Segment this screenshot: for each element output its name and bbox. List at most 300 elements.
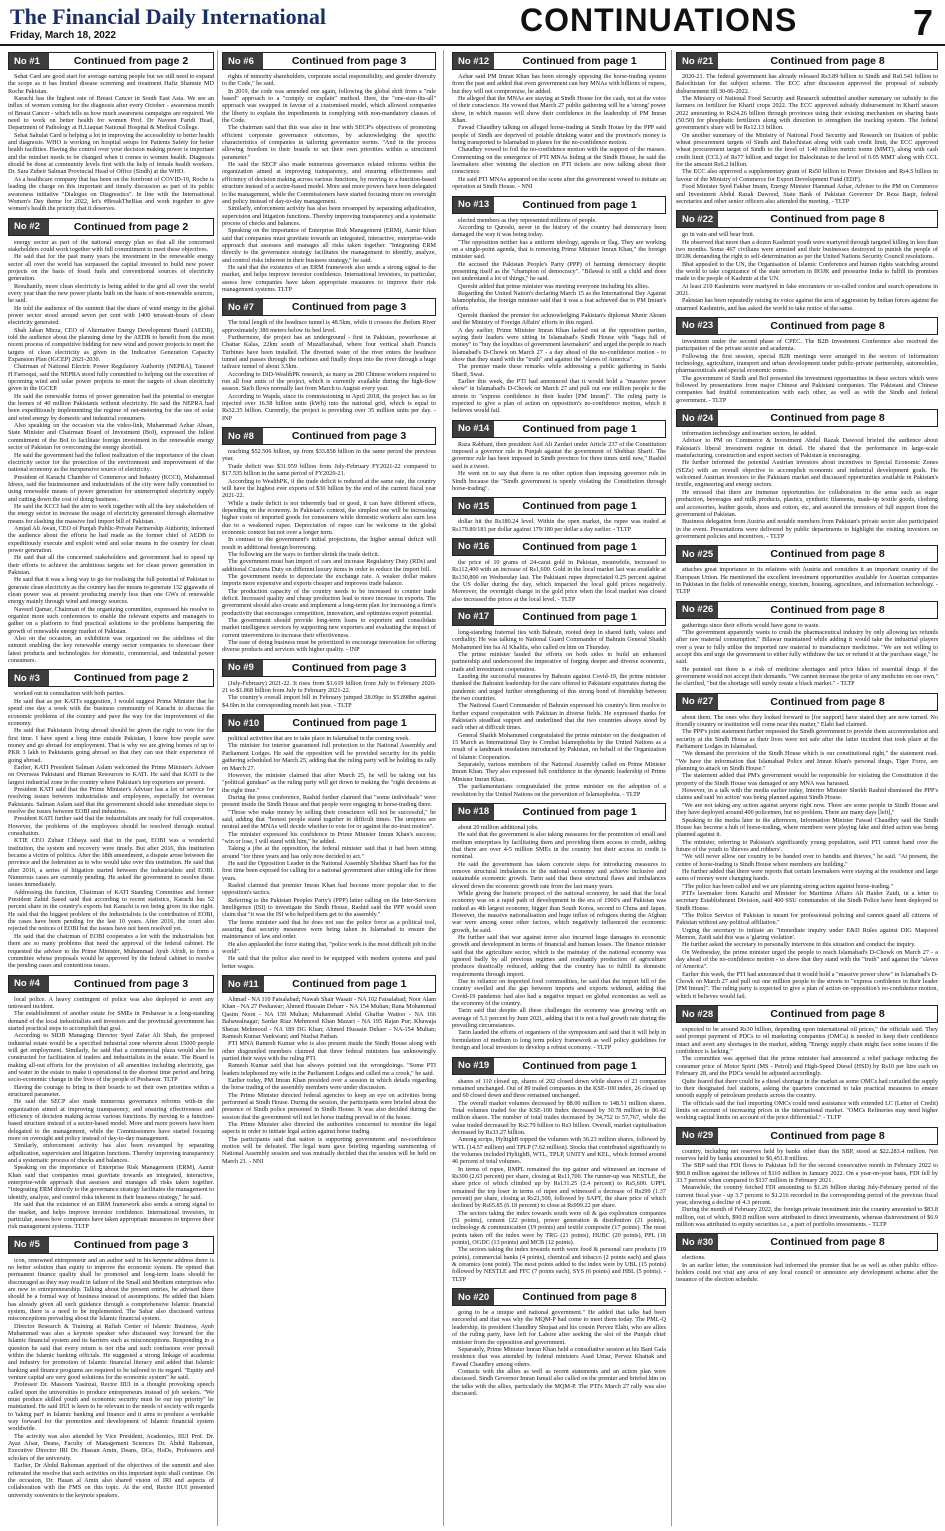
story-paragraph: He further informed the potential Austrian investors about incentives in Special Economic Zones (SEZs) with an overall objective to accomplish economic and industrial development goals. He welcomed Austrian investors to the Pakistani market and discussed opportunities available in Pakistan's textile, engineering and energy sectors. [676, 459, 938, 489]
story [222, 714, 436, 970]
story-number-badge: No #27 [677, 694, 718, 710]
story-paragraph: The participants said that nation is supporting government and no-confidence motion will be defeated. The legal team gave briefing regarding summoning of National Assembly session and was mutually decided that the session will be held on March 21. - NNI [222, 1135, 436, 1165]
story-paragraph: He said the KCCI had the aim to work together with all the key stakeholders of the energy sector to increase the usage of electricity generated through alternative means for slashing the massive fuel import bill of Pakistan. [8, 502, 214, 525]
story-paragraph: The minister expressed his confidence in Prime Minister Imran Khan's success; "win or lose, I will stand with him," he added. [222, 830, 436, 845]
story-paragraph: The total length of the headrace tunnel is 48.5km, while it crosses the Jhelum River approximately 380 meters below its bed level. [222, 319, 436, 334]
continued-from-label: Continued from page 1 [522, 805, 637, 818]
story [676, 1127, 938, 1229]
story-number-badge: No #3 [9, 670, 49, 686]
story-paragraph: shares of 110 closed up, shares of 202 closed down while shares of 23 companies remained unchanged. Out of 89 traded companies in the KSE-100 index, 26 closed up and 60 closed down and three remained unchanged. [452, 1077, 666, 1100]
story-body [222, 448, 436, 654]
story-paragraph: He said the government had the fullest realization of the importance of the clean electricity sector for the protection of the environment and improvement of the national economy as the inexpensive source of electricity. [8, 451, 214, 474]
story-header [222, 298, 436, 316]
story-header [222, 427, 436, 445]
story [452, 497, 666, 533]
story-body [8, 73, 214, 213]
story-paragraph: According to Wapda, since its commissioning in April 2018, the project has so far injected over 16.58 billion units (kWh) into the national grid, which is equal to Rs32.35 billion. Currently, the project is providing over 35 million units per day. - INP [222, 392, 436, 422]
story-paragraph: attaches great importance to its relations with Austria and considers it an important country of the European Union. He mentioned the excellent investment opportunities available for Austrian companies in Pakistan in the fields of renewable energy, tourism, housing, agriculture, and information technology. - TLTP [676, 566, 938, 596]
story-number-badge: No #12 [453, 53, 494, 69]
continued-from-label: Continued from page 8 [770, 319, 885, 332]
story-body [452, 559, 666, 603]
continued-from-label: Continued from page 8 [770, 603, 885, 616]
story-paragraph: He also applauded the force stating that, "police work is the most difficult job in the world". [222, 940, 436, 956]
story-paragraph: PTI MNA Ramesh Kumar who is also present inside the Sindh House along with other disgruntled members claimed that three federal ministers has unknowingly partied their ways with the ruling PTI. [222, 1040, 436, 1062]
story-paragraph: "Those who make money by selling their conscience will not be successful," he said, adding that "honest people stand together in difficult times. The umpires are neutral and the MNAs will decide whether to vote for or against the no-trust motion". [222, 808, 436, 831]
story [452, 1057, 666, 1284]
story-number-badge: No #7 [223, 299, 263, 315]
story-paragraph: The Prime Minister also directed the authorities concerned to monitor the legal aspects in order to initiate legal action against horse trading. [222, 1120, 436, 1136]
story-paragraph: Director Research & Training at Rafiah Center of Islamic Business, Ayub Muhammad was also a keynote speaker who discussed way forward for the Islamic financial system and its barriers such as misconceptions. Responding to a question he said that every return is not riba and such confusions over prevail within the Islamic banking officials. He suggested a strong linkage of academia and industry for promotion of Islamic financial literacy and added that Islamic banking and finance programs are required to be tailored to its regard. "Equity and venture capital are very good solutions for the economic system" he said. [8, 1322, 214, 1382]
story-number-badge: No #21 [677, 53, 718, 69]
story-paragraph: He said the renewable forms of power generation had the potential to energize the homes of 40 million Pakistanis without electricity. He said the NEPRA had been expeditiously implementing the regime of net-metering for the use of solar and wind energy by domestic and industrial consumers. [8, 392, 214, 422]
story [452, 803, 666, 1052]
story-paragraph: In 2019, the code was amended one again, following the global shift from a "rule based" approach to a "comply or explain" method. Here, the "one-size-fits-all" approach was swapped in favour of a customised model, which allowed companies the liberty to explain the impediments in complying with non-mandatory clauses of the Code. [222, 87, 436, 125]
story-header [8, 1236, 214, 1254]
story-header [222, 714, 436, 732]
continued-from-label: Continued from page 1 [292, 717, 407, 730]
story-paragraph: "We are not taking any action against anyone right now. There are some people in Sindh House and they have deployed around 400 policemen, but no problem. There are many days [left]," [676, 801, 938, 817]
story-body [676, 566, 938, 595]
story-header [676, 210, 938, 228]
story-paragraph: While giving the historic prospect of the national economy, he said that the local economy was on a rapid path of development in the era of 1960's and Pakistan was ranked as 4th largest economy, bigger than South Korea, second to China and Japan. However, the massive nationalisation and huge influx of refugees during the Afghan war were among some other factors, which negatively influenced the economic growth, he said. [452, 889, 666, 934]
continued-from-label: Continued from page 2 [73, 55, 189, 67]
story-paragraph: go in vain and will bear fruit. [682, 231, 755, 239]
story-paragraph: According to DiD-WealthPK research, as many as 280 Chinese workers required to run all four units of the project, which is currently available during the high-flow season. Such flows normally last from March to August every year. [222, 370, 436, 393]
story [452, 420, 666, 492]
continued-from-label: Continued from page 3 [291, 430, 407, 443]
story-paragraph: The government of Sindh and BoI presented the investment opportunities in these sectors which were followed by presentations from major Chinese and Pakistani companies. The Pakistani and Chinese companies had fruitful communication with each other, as well as with the Sindh and federal government. - TLTP [676, 374, 938, 404]
story-number-badge: No #29 [677, 1128, 718, 1144]
story-paragraph: long-standing fraternal ties with Bahrain, rooted deep in shared faith, values and cordiality. He was talking to National Guard Commander of Bahrain General Shaikh Mohammed bin Isa Al Khalifa, who called on him on Thursday. [452, 628, 666, 651]
story [222, 427, 436, 654]
story-body [676, 1026, 938, 1121]
continued-from-label: Continued from page 1 [522, 198, 637, 211]
column-3 [452, 50, 666, 1528]
story-body [452, 73, 666, 191]
story-header [676, 693, 938, 711]
story-paragraph: Regarding the United Nation's declaring March 15 as the International Day Against Islamophobia, the foreign minister said that it was a feat achieved due to PM Imran's efforts. [452, 289, 666, 312]
story-paragraph: He said the SECP also made numerous governance reforms with-in the organization aimed at improving transparency, and ensuring effectiveness and efficiency of decision making across various functions. By moving to a function-based structure instead of a sector-based model. More and more powers have been delegated to the management, while the Commissioners have started focusing more on oversight and policy instead of day-to-day management. [8, 1098, 214, 1143]
story-paragraph: The PPP's joint statement further requested the Sindh government to provide them accommodation and security at the Sindh House as their lives were not safe after the latter incident that took place at the Parliament Lodges in Islamabad. [676, 728, 938, 751]
story-paragraph: Earlier this week, the PTI had announced that it would hold a "massive power show" in Islamabad's D-Chowk on March 27 and pull out one million people to the streets to "express confidence in their leader [PM Imran]". The ruling party is expected to give a plan of action on opposition's no-confidence motion, which it believes would fail. [676, 970, 938, 1000]
story-body [222, 319, 436, 422]
story [452, 1288, 666, 1397]
continued-from-label: Continued from page 8 [770, 412, 885, 425]
story-paragraph: He said that it was a long way to go for realising the full potential of Pakistan to generate clean electricity as the country has the means to generate 132 gigawatts of clean power was at present producing merely less than one GWs of renewable energy mainly through wind and energy sources. [8, 576, 214, 606]
story-number-badge: No #26 [677, 602, 718, 618]
story-number-badge: No #30 [677, 1234, 718, 1250]
continued-from-label: Continued from page 8 [770, 55, 885, 67]
story-paragraph: The government must ban import of cars and increase Regulatory Duty (RDs) and additional Customs Duty on different luxury items in order to reduce the import bill. [222, 558, 436, 573]
story-body [676, 1148, 938, 1229]
continued-from-label: Continued from page 1 [522, 1059, 637, 1072]
story-header [452, 420, 666, 438]
story-paragraph: Addressing the function, Chairman of KATI Standing Committee and former President Zahid Saeed said that according to recent statistics, Karachi has 52 percent share in the country's exports but Karachi is not being given its due right. He said that the biggest problem of the industrialists is the contribution of EOBI, the cases have been pending for the last 10 years. After 2016, the court also rejected the notices of EOBI but the issues have not been resolved yet. [8, 888, 214, 933]
story-paragraph: The home minister said that he does not use the police force as a political tool, assuring that security measures were being taken in Islamabad to ensure the maintenance of law and order. [222, 918, 436, 941]
continued-from-label: Continued from page 8 [770, 695, 885, 708]
story-paragraph: "The government apparently wants to crush the pharmaceutical industry by only allowing tax refunds after raw material consumption," Bilawar maintained while adding it would take the industrial players over a year to fully utilise the imported raw material to manufacture medicines. "We are not willing to accept this and urge the government to either fully withdraw the tax or refund it at the purchase stage," he said. [676, 628, 938, 666]
story-body [8, 996, 214, 1231]
story [676, 210, 938, 312]
story-paragraph: Resultantly, more clean electricity is being added to the grid all over the world every year than the new power plants built on the basis of non-renewable sources, he said. [8, 282, 214, 305]
story-paragraph: The parliamentarians congratulated the prime minister on the adoption of a resolution by the United Nations on the prevention of Islamophobia. - TLTP [452, 783, 666, 798]
story-paragraph: He said that the existence of an ERM framework also sends a strong signal to the market, and helps improve investor confidence. International investors, in particular, assess how companies have taken appropriate measures to improve their risk management systems. TLTP [222, 263, 436, 293]
story-header [676, 1233, 938, 1251]
story [452, 52, 666, 191]
story-paragraph: The ease of doing business must be prioritized to encourage innovation for offering diverse products and services with higher quality. - INP [222, 639, 436, 654]
story-number-badge: No #10 [223, 715, 264, 731]
story-number-badge: No #5 [9, 1237, 49, 1253]
story-paragraph: He said PTI MNAs appeared on the scene after the government vowed to initiate an operation at Sindh House. - NNI [452, 175, 666, 191]
story-body [452, 629, 666, 798]
story-header [8, 975, 214, 993]
story [452, 608, 666, 798]
story-number-badge: No #11 [223, 976, 264, 992]
story-paragraph: In an earlier letter, the commission had informed the premier that he as well as other public office-holders could not visit any area of any local council or announce any development scheme after the issuance of the election schedule. [676, 1261, 938, 1284]
story-body [452, 824, 666, 1052]
story-paragraph: Separately, Prime Minister Imran Khan held a consultative session at his Bani Gala residence that was attended by federal ministers Asad Umar, Pervez Khattak and Fawad Chaudhry among others. [452, 1345, 666, 1368]
story-body [452, 1309, 666, 1397]
story-body [8, 239, 214, 665]
story-paragraph: Urging the secretary to initiate an "immediate inquiry under E&D Rules against DIG Maqsood Memon, Zaidi said this was a 'glaring violation'. [676, 926, 938, 941]
story-paragraph: investment under the second phase of CPEC. The B2B Investment Conference also received the participation of the private sector and academia. [676, 337, 938, 353]
story-paragraph: (July-February) 2021-22. It rises from $1.619 billion from July to February 2020-21 to $1.868 billion from July to February 2021-22. [222, 679, 436, 695]
story-paragraph: icon, renowned entrepreneur and an author said in his keynote address there is no better solution than equity to improve the economic system. He opined that permanent finance quality shall be promoted and long-term loans should be discouraged as they may result in failure of the Small and Medium enterprises who are new to entrepreneurship. Talking about the present entries, he advised there should be a formal way of business instead of assumptions. He added that Islam has already given all such guidance through a comprehensive Islamic financial system, there is a need to be implemented. The Sahar also discussed various misconceptions prevailing about the Islamic financial system. [8, 1256, 214, 1323]
continued-from-label: Continued from page 3 [291, 661, 407, 674]
story-paragraph: "We demand the provision of the Sindh House which is our constitutional right," the statement read. "We have the information that Islamabad Police and Imran Khan's personal thugs, Tiger Force, are planning to attack on Sindh House." [676, 750, 938, 773]
story-paragraph: The overall market volumes decreased by 88.00 million to 148.51 million shares. Total volumes traded for the KSE-100 Index decreased by 30.78 million to 86.42 million shares. The number of total trades decreased by 34,752 to 57,767, while the value traded decreased by Rs2.79 billion to Rs3 billion. Overall, market capitalisation decreased by Rs33.27 billion. [452, 1099, 666, 1136]
story-paragraph: The following are the ways to further shrink the trade deficit. [228, 550, 380, 558]
column-2 [222, 50, 436, 1528]
story-body [8, 1257, 214, 1499]
continued-from-label: Continued from page 8 [770, 548, 885, 561]
story-paragraph: Amjad Ali Awan, CEO of Punjab Public-Private Partnership Authority, informed the audience about the efforts he had made as the former chief of AEDB to expeditiously execute and exploit wind and solar means in the country for clean power generation. [8, 524, 214, 554]
story [676, 545, 938, 595]
story [676, 317, 938, 404]
story-number-badge: No #2 [9, 219, 49, 235]
continued-from-label: Continued from page 1 [522, 55, 637, 67]
story-paragraph: The establishment of another estate for SMEs in Peshawar is a long-standing demand of the local industrialists and investors and the provincial government has started practical steps to accomplish that goal. [8, 1010, 214, 1032]
story-paragraph: Also on the occasion, an exhibition was organized on the sidelines of the summit enabling the key renewable energy sector companies to showcase their latest products and technologies for domestic, commercial, and industrial power consumers. [8, 635, 214, 665]
story-paragraph: He said that for the past many years the investment in the renewable energy sector all over the world has surpassed the capital invested to build new power projects on the basis of fossil fuels and conventional sources of electricity generation. [8, 253, 214, 283]
story-paragraph: local police. A heavy contingent of police was also deployed to avert any untoward incident. [8, 995, 214, 1010]
story-paragraph: Karachi has the highest rate of Breast Cancer in South East Asia. We see an influx of women coming for the diagnosis after every October - awareness month of Breast Cancer - which tells us how much awareness campaigns are required. We need to work on better health for women Prof. Dr Naveen Faridi Head, Department of Pathology at H.Liaquat National Hospital & Medical College. [8, 95, 214, 132]
newspaper-masthead: The Financial Daily International [10, 4, 326, 29]
column-4 [676, 50, 938, 1528]
story-paragraph: country, including net reserves held by banks other than the SBP, stood at $22.283.4 million. Net reserves held by banks amounted to $6,451.8 million. [676, 1147, 938, 1162]
story-paragraph: The National Guard Commander of Bahrain expressed his country's firm resolve to further expand cooperation with Pakistan in diverse fields. He expressed thanks for Pakistan's steadfast support and underlined that the two countries always stood by each other at difficult times. [452, 702, 666, 732]
page-number: 7 [912, 2, 933, 43]
story-paragraph: PTI's lawmaker from Karachi and Minister for Maritime Affairs Ali Haider Zaidi, in a letter to secretary Establishment Division, said 400 SSU commandos of the Sindh Police have been deployed to Sindh House. [676, 889, 938, 912]
story-number-badge: No #20 [453, 1289, 494, 1305]
story-body [676, 338, 938, 404]
story-body [222, 680, 436, 709]
column-divider [217, 50, 218, 1526]
story-number-badge: No #8 [223, 428, 263, 444]
story-paragraph: The prime minister lauded the efforts on both sides to build an enhanced partnership and underscored the imperative of forging deeper and diverse economic, trade and investment cooperation. [452, 650, 666, 673]
story-paragraph: In terms of rupee, RMPL remained the top gainer and witnessed an increase of Rs300 (2.63 percent) per share, closing at Rs11,700. The runner-up was NESTLE, the share price of which climbed up by Rs131.25 (2.4 percent) to Rs5,600. UPFL remained the top loser in terms of rupee and witnessed a decrease of Rs299 (1.37 percent) per share, closing at Rs21,500, followed by SAPT, the share price of which declined by Rs65.85 (6.18 percent) to close at Rs999.22 per share. [452, 1165, 666, 1210]
story-header [222, 52, 436, 70]
story-paragraph: A day earlier, Prime Minister Imran Khan lashed out at the opposition parties, saying their leaders were sitting in Islamabad's Sindh House with "bags full of money" to "buy the loyalties of government lawmakers" and urged the people to reach Islamabad's D-Chowk on March 27 - a day ahead of the no-confidence motion - to show that they stand with the "truth" and against the "slaves of America". [452, 326, 666, 364]
story-number-badge: No #25 [677, 546, 718, 562]
story-header [452, 196, 666, 214]
story-paragraph: "The Police Service of Pakistan is meant for professional policing and cannot guard all citizens of Pakistan without any political affiliation." [676, 911, 938, 927]
story-paragraph: Quite feared that there could be a diesel shortage in the market as some OMCs had curtailed the supply to their designated fuel stations, asking the quarters concerned to take practical measures to ensure smooth supply of petroleum products across the country. [676, 1077, 938, 1100]
continued-from-label: Continued from page 3 [73, 977, 189, 990]
story-body [222, 996, 436, 1165]
story-paragraph: worked out in consultation with both parties. [14, 690, 125, 698]
story-number-badge: No #9 [223, 660, 263, 676]
story-paragraph: However, in a talk with the media earlier today, Interior Minister Sheikh Rashid dismissed the PPP's claims and said 'no action' was being planned against Sindh House. [676, 787, 938, 802]
story-header [676, 52, 938, 70]
story-paragraph: The Ministry of National Food Security and Research submitted another summary on subsidy to the farmers on fertilizer for Kharif crops 2022. The ECC approved subsidy disbursement in Kharif season 2022 amounting to Rs24.26 billion through provinces using their existing mechanism on sharing basis (50:50) for phosphatic fertilizers along with direction to strengthen the tracking system. The federal government's share will be Rs12.13 billion. [676, 95, 938, 132]
story-paragraph: Tarin said that despite all these challenges the economy was growing with an average of 5.1 percent by June 2021, adding that it is not a bad growth rate during the prevailing circumstances. [452, 1007, 666, 1030]
story-paragraph: President KATI said that the Prime Minister's Adviser has a lot of service for resolving issues between industrialists and employees, especially for overseas Pakistanis. Salman Aslam said that the government should take immediate steps to resolve the issues between EOBI and industries. [8, 785, 214, 815]
story-paragraph: Speaking on the importance of Enterprise Risk Management (ERM), Aamir Khan said that companies must gravitate towards an integrated, interactive, enterprise-wide approach that assesses and manages all risks taken together. "Integrating ERM directly to the governance strategy facilitates the management to identify, analyze, and control risks inherent in their business strategy," he said. [222, 227, 436, 264]
story-paragraph: President of Karachi Chamber of Commerce and Industry (KCCI), Muhammad Idrees, said the businessmen and industrialists of the city were fully committed to using renewable means of power generation for uninterrupted electricity supply and cutting down the cost of doing business. [8, 473, 214, 503]
story-paragraph: As a healthcare company that has been on the forefront of COVID-19, Roche is leading the charge on this important and timely discussion as part of its public awareness initiative "Dialogue on Diagnostics". In line with the International Women's Day theme for 2022, let's #BreakTheBias and work together to give women's health the priority that it deserves. [8, 175, 214, 213]
story-paragraph: He accused the Pakistan People's Party (PPP) of harming democracy despite presenting itself as the "champion of democracy". "Bilawal is still a child and does not understand a lot of things," he said. [452, 260, 666, 283]
story-paragraph: "The opposition neither has a uniform ideology, agenda or flag. They are working on a single-point agenda, that is removing Prime Minister Imran Khan," the foreign minister said. [452, 238, 666, 261]
story-body [452, 1078, 666, 1284]
story-header [676, 601, 938, 619]
story-paragraph: Chaudhry vowed to foil the no-confidence motion with the support of the masses. Commenting on the emergence of PTI MNAs hiding at the Sindh House, he said the lawmakers after winning the election on PTI tickets are now talking about their conscience. [452, 146, 666, 176]
story-paragraph: The government needs to depreciate the exchange rate. A weaker dollar makes imports more expensive and exports cheaper and improves trade balance. [222, 572, 436, 588]
story-paragraph: Earlier today, PM Imran Khan presided over a session in which details regarding the horse trading of the assembly members were under discussion. [222, 1076, 436, 1092]
story-paragraph: He further asked the secretary to personally intervene in this situation and conduct the inquiry. [682, 941, 916, 949]
story-paragraph: Rashid claimed that premier Imran Khan had become more popular due to the opposition's tactics. [222, 882, 436, 897]
story-number-badge: No #15 [453, 498, 494, 514]
continued-from-label: Continued from page 8 [770, 213, 885, 226]
story-paragraph: about 20 million additional jobs. [458, 823, 539, 831]
story-paragraph: He said the Opposition Leader in the National Assembly Shehbaz Sharif has for the first time been exposed for calling for a national government after sitting idle for three years. [222, 859, 436, 882]
story-paragraph: Similarly, enforcement activity has also been revamped by separating adjudication, supervision and litigation functions. Thereby improving transparency and a systematic process of checks and balances. [222, 205, 436, 227]
story-header [222, 975, 436, 993]
story-paragraph: General Shaikh Mohammed congratulated the prime minister on the designation of 15 March as International Day to Combat Islamophobia by the United Nations as a result of a landmark resolution introduced by Pakistan, on behalf of the Organization of Islamic Cooperation. [452, 731, 666, 761]
story-paragraph: Sehat Card are good start for average earning people but we still need to expand the scope as it has limited disease screening and treatment Hafiz Shamsie MD Roche Pakistan. [8, 73, 214, 95]
story-paragraph: He said that as per KATI's suggestion, I would suggest Prime Minister that he spend one day a week with the business community of Karachi to discuss the economic problems of the country and pave the way for the improvement of the economy. [8, 697, 214, 727]
story-paragraph: Naveed Qamar, Chairman of the organizing committee, expressed his resolve to organize more such conferences to enable the relevant experts and managers to gather on a platform to find practical solutions to the problems hampering the growth of renewable energy market of Pakistan. [8, 605, 214, 635]
story-paragraph: Shah Jahan Mirza, CEO of Alternative Energy Development Board (AEDB), told the audience about the planning done by the AEDB to benefit from the most recent process of competitive bidding for new wind and power projects to meet the targets of clean electricity as given in the Indicative Generation Capacity Expansion Plan (IGCEP) 2021-2030. [8, 326, 214, 364]
story-body [452, 518, 666, 533]
story-body [676, 231, 938, 312]
story-header [8, 669, 214, 687]
story-body [222, 735, 436, 970]
story-paragraph: KTIE CEO Zubair Chhaya said that in the past, EOBI was a wonderful institution, the system and recovery were timely. But after 2016, this institution became a victim of politics. After the 18th amendment, a dispute arose between the province and the federation as to who would take over this institution. He said that after 2016, a series of litigation started between the industrialists and EOBI. Numerous cases are currently pending. He asked the government to resolve these issues immediately. [8, 837, 214, 889]
story-paragraph: Ahmad - NA 110 Faisalabad; Nawab Shair Wasair - NA 102 Faisalabad; Noor Alam Khan - NA 27 Peshawar; Ahmed Hussain Deharr - NA 154 Multan; Rana Mohammad Qasim Noon - NA 159 Multan; Muhammad Abdul Ghaffar Wattoo - NA 166 Bahawalnagar; Sardar Riaz Mehmood Khan Mazari - NA 195 Rajan Pur; Khawaja Sheraz Mehmood - NA 189 DG Khan; Ahmed Hussain Deharr - NA-154 Multan; Ramesh Kumar Vankwani; and Nuzhat Pathan. [222, 996, 436, 1040]
story-paragraph: He went on to say that there is no other option than imposing governor rule in Sindh because the "Sindh government is openly violating the Constitution through horse-trading". [452, 470, 666, 492]
story-paragraph: The committee was apprised that the prime minister had announced a relief package reducing the consumer price of Motor Spirit (MS - Petrol) and High-Speed Diesel (HSD) by Rs10 per litre each on February 28, and the PDCs would be adjusted accordingly. [676, 1055, 938, 1078]
story-paragraph: Bhat appealed to the UN, the Organisation of Islamic Conference and human rights watchdog around the world to take cognizance of the state terrorism in IIOJK and pressurise India to fulfill its promises made to the people of Kashmir at the UN. [676, 260, 938, 283]
continued-from-label: Continued from page 1 [522, 540, 637, 553]
story-body [676, 430, 938, 540]
story-paragraph: going to be a unique and national government." He added that talks had been successful and that was why the MQM-P had come to meet them today. The PML-Q leadership, its president Chaudhry Shujaat and his cousin Pervez Elahi, who are allies of the ruling party, have left for Lahore after seeking the slot of the Punjab chief minister from the opposition and government. [452, 1309, 666, 1346]
story [8, 52, 214, 213]
story-paragraph: Professor Dr. Masoom Yasinzai, Rector IIUI in a thought provoking speech called upon the universities to produce entrepreneurs instead of job seekers. "We must produce skilled youth and economic security must be our top priority" he maintained. He said IIUI is keen to be relevant to the needs of society with regards to 'taking part' in Islamic banking and finance and it aims to produce a workable way forward for the promotion and development of Islamic financial system worldwide. [8, 1381, 214, 1433]
story-paragraph: He said the government has taken concrete steps for introducing measures to remove structural imbalances in the national economy and achieve inclusive and sustainable economic growth. Tarin said that these structural flaws and imbalances slowed down the economic growth rate from the last many years. [452, 860, 666, 890]
continued-from-label: Continued from page 8 [522, 1291, 637, 1304]
story-body [676, 1254, 938, 1283]
story [676, 1005, 938, 1121]
story-paragraph: The ECC also approved a supplementary grant of Rs50 billion to Power Division and Rs4.5 billion in favour of the Ministry of Commerce for Export Development Fund (EDF). [676, 168, 938, 183]
story-paragraph: Among scrips, HyltighB topped the volumes with 36.23 million shares, followed by WTL (14.57 million) and TPLP (7.62 million). Stocks that contributed significantly to the volumes included HyltighB, WTL, TPLP, UNITY and KEL, which formed around 46 percent of total volumes. [452, 1136, 666, 1166]
story-header [676, 409, 938, 427]
story-header [676, 1005, 938, 1023]
story-paragraph: The Prime Minister directed federal agencies to keep an eye on activities being performed at Sindh House. During the session, the participants were briefed about the presence of Sindh police personnel in Sindh House. It was also decided during the session that the government will not let horse trading prevail in of the house. [222, 1091, 436, 1121]
story-paragraph: He observed that more than a dozen Kashmiri youth were martyred through targeted killing in less than two months. Some 467 civilians were arrested and their businesses destroyed to punish the people of IIOJK demanding the right to self-determination as per the United Nations Security Council resolutions. [676, 238, 938, 261]
story-paragraph: The minister for interior guaranteed full protection to the National Assembly and Parliament Lodges. He said the opposition will be provided security for its public gathering scheduled for March 25, adding that the ruling party will be holding its rally on March 27. [222, 742, 436, 772]
story-header [676, 317, 938, 335]
story-header [452, 497, 666, 515]
continued-from-label: Continued from page 8 [770, 1008, 885, 1021]
continued-from-label: Continued from page 2 [73, 220, 189, 233]
page-header [0, 0, 945, 46]
story-header [452, 803, 666, 821]
story-paragraph: He said that Pakistanis living abroad should be given the right to vote for the first time. I have spent a long time outside Pakistan, I know how people save money and go abroad for employment. That is why we are giving homes of up to PKR 3 lakh to Pakistanis going abroad so that they can use their experience of going abroad. [8, 727, 214, 764]
story [222, 659, 436, 709]
story-paragraph: The sectors taking the index towards south were oil & gas exploration companies (51 points), cement (22 points), power generation & distribution (21 points), technology & communication (19 points) and textile composite (17 points). The most points taken off the index were by TRG (21 points), HUBC (20 points), PPL (18 points), OGDC (13 points) and MCB (12 points). [452, 1209, 666, 1247]
story-header [452, 538, 666, 556]
story-body [8, 690, 214, 969]
story-paragraph: He pointed out there is a risk of medicine shortages and price hikes of essential drugs if the government would not accept their demands. "We cannot increase the price of any medicine on our own," he clarified, "but the shortage will surely create a black market." - TLTP [676, 665, 938, 688]
story-paragraph: dollar hit the Rs180.24 level. Within the open market, the rupee was traded at Rs179.80/181 per dollar against 179/180 per dollar a day earlier. - TLTP [452, 518, 666, 533]
story-paragraph: He said that the existence of an ERM framework also sends a strong signal to the market, and helps improve investor confidence. International investors, in particular, assess how companies have taken appropriate measures to improve their risk management systems. TLTP [8, 1201, 214, 1231]
issue-date: Friday, March 18, 2022 [10, 30, 116, 41]
story-paragraph: While a trade deficit is not inherently bad or good, it can have different effects, depending on the economy. In Pakistan's context, the simplest one will be increasing higher costs of imported goods for consumers while domestic workers also earn less due to a weakened rupee. Depreciation of rupee can be welcome in the global economic context but not over a longer term. [222, 499, 436, 536]
story-number-badge: No #24 [677, 410, 718, 426]
continued-from-label: Continued from page 1 [522, 610, 637, 623]
story-paragraph: Due to reliance on imported food commodities, he said that the import bill of the country swelled and the gap between imports and exports widened, adding that Covid-19 pandemic had also had a negative impact on global economies as well as the economy of the country. [452, 978, 666, 1008]
continued-from-label: Continued from page 1 [292, 978, 407, 991]
story-paragraph: expected to be around Rs30 billion, depending upon international oil prices," the officials said. They said prompt payment of PDCs to oil marketing companies (OMCs) is needed to keep their confidence intact and avert any shortages in the market, adding "Energy supply chain might face some issues if the confidence is lacking." [676, 1026, 938, 1056]
story-paragraph: Speaking to the media later in the afternoon, Information Minister Fawad Chaudhry said the Sindh House has become a hub of horse-trading, where members were playing fake and dried action was being planned against it. [676, 816, 938, 839]
story-paragraph: The production capacity of the country needs to be increased to counter trade deficit. Increased quality and cheap production lead to more increase in exports. The government should also create and implement a long-term plan for increasing a firm's productivity that encourages competition, innovation, and optimizes export potential. [222, 587, 436, 617]
story-paragraph: Earlier, Dr Abdul Rahoman apprised of the objectives of the summit and also reiterated the resolve that such activities on this important topic shall continue. On the occasion, Dr. Hasan al Amin also shared vision of IRI and aspects of collaboration with the FMS on this topic. At the end, Rector IIUI presented university souvenirs to the keynote speakers. [8, 1462, 214, 1499]
story-paragraph: The chairman said that this was also in line with SECP's objectives of promoting efficient corporate governance outcomes, by acknowledging the specific characteristics of companies in tailoring governance norms. "And in the process allowing freedom to their boards to set their own priorities within a structured parameter." [222, 124, 436, 161]
story-paragraph: Raza Rabbani, then president Asif Ali Zardari under Article 237 of the Constitution imposed a governor rule in Punjab against the government of Shehbaz Sharif. The governor rule has been imposed in Sindh province for three times until now," Rashid said in a tweet. [452, 440, 666, 470]
story-paragraph: Business delegation from Austria and notable members from Pakistan's private sector also participated in the event. Presentations were delivered by public departments to highlight the visiting investors on government policies and incentives. - TLTP [676, 518, 938, 540]
story-paragraph: 2020-21. The federal government has already released Rs3.89 billion to Sindh and Rs0.541 billion to Balochistan for the subject scheme. The ECC after discussion approved the proposal of subsidy disbursement till 30-06-2022. [676, 73, 938, 95]
story-paragraph: During the month of February 2022, the foreign private investment into the country amounted to $83.8 million, out of which, $90.8 million were attributed to direct investments, whereas disinvestment of $6.9 million was attributed to equity securities i.e., a part of portfolio investments. - TLTP [676, 1206, 938, 1228]
story-paragraph: He told the audience of the summit that the share of wind energy in the global power sector stood around seven per cent with 1400 terawatt-hours of clean electricity generated. [8, 304, 214, 327]
story [222, 52, 436, 293]
story-number-badge: No #22 [677, 211, 718, 227]
story-paragraph: political activities that are to take place in Islamabad in the coming week. [228, 735, 410, 743]
story-paragraph: He further said that war against terror also incurred huge damages to economic growth and development in terms of financial and human losses. The finance minister said that the agriculture sector, which is the mainstay of the national economy was ignored badly by all previous regimes and resultantly production of agriculture produces drastically reduced, adding that the country has to fulfill its domestic requirements through import. [452, 934, 666, 978]
story-header [676, 545, 938, 563]
story-paragraph: Lauding the successful measures by Bahrain against Covid-19, the prime minister thanked the Bahraini leadership for the care offered to Pakistani expatriates during the pandemic and urged further strengthening of this strong bond of friendship between the two countries. [452, 673, 666, 703]
story-header [8, 218, 214, 236]
story [222, 975, 436, 1165]
story-paragraph: On another summary of the Ministry of National Food Security and Research on fixation of public wheat procurement targets of Sindh and Balochistan along with cash credit limit, the ECC approved wheat procurement target of Sindh to the level of 1.40 million metric tonne (MMT), along with cash credit limit (CCL) of Rs77 billion and target for Balochistan to the level of 0.05 MMT along with CCL for the amount Rs6.2 billion. [676, 131, 938, 169]
story-paragraph: Advisor to PM on Commerce & Investment Abdul Razak Dawood briefed the audience about Pakistan's liberal investment regime in detail. He shared that the performance in large-scale manufacturing, construction and export sectors of Pakistan is encouraging. [676, 437, 938, 460]
continued-from-label: Continued from page 8 [770, 1129, 885, 1142]
story-paragraph: Qureshi added that prime minister was meeting everyone including his allies. [458, 282, 650, 290]
story-paragraph: On Wednesday, the prime minister urged the people to reach Islamabad's D-Chowk on March 27 - a day ahead of the no-confidence motion - to show that they stand with the "truth" and against the "slaves of America". [676, 948, 938, 971]
story-paragraph: energy sector as part of the national energy plan so that all the concerned stakeholders could work together with full commitment to meet these objectives. [8, 238, 214, 253]
story-paragraph: He said the SECP also made numerous governance related reforms within the organization aimed at improving transparency, and ensuring effectiveness and efficiency of decision making across various functions, by moving to a function-based structure instead of a sector-based model. More and more powers have been delegated to the management, while the Commissioners have started focusing more on oversight and policy instead of day-to-day management. [222, 161, 436, 205]
story-paragraph: Tarin lauded the efforts of organisers of the symposium and said that it will help in formulation of medium to long term policy framework as well policy guidelines for foreign and local investors to develop a robust economy. - TLTP [452, 1029, 666, 1052]
story-paragraph: In contrast to the government's initial projections, the higher annual deficit will result in additional foreign borrowing. [222, 536, 436, 551]
story-paragraph: Earlier this week, the PTI had announced that it would hold a "massive power show" in Islamabad's D-Chowk on March 27 and pull out one million people to the streets to "express confidence in their leader [PM Imran]". The ruling party is expected to give a plan of action on opposition's no-confidence motion, which it believes would fail. [452, 378, 666, 415]
story-paragraph: about them. The ones who they looked forward to [for support] have stated they are now turned. No friendly country or institution will come near this matter," Elahi had claimed. [676, 713, 938, 729]
story-paragraph: He said that the government is also taking measures for the promotion of small and medium enterprises by facilitating them and providing them access to credit, adding that there are over 4-5 million SMEs in the country but their access to credit is nominal. [452, 831, 666, 861]
story-number-badge: No #28 [677, 1006, 718, 1022]
story-paragraph: He stressed that there are immense opportunities for collaboration in the areas such as sugar production, beverages and milk products, plastics, synthetic filaments, made-up textile goods, clothing and accessories, leather goods, shoes and cotton, etc, and assured the investors of full support from the government of Pakistan. [676, 488, 938, 518]
story-paragraph: elected members as they represented millions of people. [458, 216, 597, 224]
story-body [452, 441, 666, 492]
continued-from-label: Continued from page 2 [73, 672, 189, 685]
story-header [222, 659, 436, 677]
story-paragraph: Furthermore, the project has an underground - first in Pakistan, powerhouse at Chattar Kalas, 22km south of Muzaffarabad, where four vertical shaft Francis Turbines have been installed. The diverted water of the river enters the headrace tunnel and passes through the turbines and finally drops into the river through a huge tailrace tunnel of about 3.5km. [222, 334, 436, 371]
story [8, 1236, 214, 1499]
story-paragraph: reaching $52.506 billion, up from $33.858 billion in the same period the previous year. [222, 448, 436, 463]
story-paragraph: He further added that there were reports that certain lawmakers were staying at the residence and large sums of money were changing hands. [676, 867, 938, 883]
story-body [676, 73, 938, 205]
story-paragraph: "The police has been called and we are planning strong action against horse-trading." [682, 882, 894, 890]
continued-from-label: Continued from page 3 [291, 55, 407, 67]
story-paragraph: Ramesh Kumar said that has always pointed out the wrongdoings. "Some PTI leaders telephoned my wife in the Parliament Lodges and called me a crook," he said. [222, 1062, 436, 1077]
story-paragraph: The premier made these remarks while addressing a public gathering in Saidu Sharif, Swat. [452, 363, 666, 378]
story-paragraph: Chairman of National Electric Power Regulatory Authority (NEPRA), Tauseef H Farooqui, said the NEPRA stood fully committed to helping out the execution of upcoming wind and solar power projects to meet the targets of clean electricity given in the IGCEP. [8, 363, 214, 393]
column-divider [443, 50, 444, 1526]
story-paragraph: gatherings since their efforts would have gone to waste. [682, 621, 820, 629]
story-paragraph: information technology and tourism sectors, he added. [682, 430, 817, 438]
story-paragraph: The country's overall import bill in February jumped 28.09pc to $5.898bn against $4.6bn in the corresponding month last year. - TLTP [222, 694, 436, 709]
story-header [452, 1057, 666, 1075]
continued-from-label: Continued from page 3 [291, 301, 407, 314]
story [676, 1233, 938, 1283]
story-paragraph: The minister, referring to Pakistan's significantly young population, said PTI cannot hand over the future of the youth to 'thieves and robbers'. [676, 838, 938, 853]
story-number-badge: No #17 [453, 609, 494, 625]
story-paragraph: Also speaking on the occasion via the video-link, Muhammad Azhar Ahsan, State Minister and Chairman Board of Investment (BoI), expressed the fullest commitment of the BoI to facilitate foreign investment in the renewable energy sector of Pakistan for overcoming the energy shortfall. [8, 422, 214, 452]
story-header [676, 1127, 938, 1145]
story-paragraph: During the press conference, Rashid further claimed that "some individuals" were present inside the Sindh House and that people were engaging in horse-trading there. [222, 793, 436, 809]
story-paragraph: According to Qureshi, never in the history of the country had democracy been damaged the way it was being today. [452, 223, 666, 239]
continued-from-label: Continued from page 8 [770, 1236, 885, 1249]
story-paragraph: Pakistan has been repeatedly raising its voice against the acts of aggression by Indian forces against the unarmed Kashmiris, and has asked the world to take notice of the same. [676, 297, 938, 312]
story-number-badge: No #13 [453, 197, 494, 213]
story-paragraph: At least 210 Kashmiris were martyred in fake encounters or so-called cordon and search operations in 2021. [676, 282, 938, 297]
story-paragraph: Similarly, enforcement activity has also been revamped by separating adjudication, supervision and litigation functions. Thereby improving transparency and a systematic process of checks and balances. [8, 1142, 214, 1165]
story-number-badge: No #6 [223, 53, 263, 69]
story-paragraph: According to SIDB Managing Director Syed Zafar Ali Shah, the proposed industrial estate would be a specified industrial zone wherein about 15000 people will get employment. Similarly, he said that a commercial plaza would also be constructed for facilitation of traders and industrialists in the estate. The Board is making all-out efforts for the provision of all amenities including electricity, gas and water in the estate to make it operational in the shortest time period and bring socio-economic change in the lives of the people of Peshawar. TLTP [8, 1032, 214, 1084]
story-paragraph: The sectors taking the index towards north were food & personal care products (19 points), commercial banks (4 points), chemical and tobacco (2 points each) and glass & ceramics (one point). The most points added to the index were by UBL (15 points) followed by NESTLE and FFC (7 points each), SYS (6 points) and HBL (5 points). - TLTP [452, 1246, 666, 1283]
story-paragraph: Having the courage to bring in their boards to set their own priorities within a structured parameter. [8, 1083, 214, 1098]
story-paragraph: Speaking on the importance of Enterprise Risk Management (ERM), Aamir Khan said that companies must gravitate towards an integrated, interactive, enterprise-wide approach that assesses and manages all risks taken together. "Integrating ERM directly to the governance strategy facilitates the management to identify, analyze, and control risks inherent in their business strategy," he said. [8, 1164, 214, 1201]
story-header [452, 608, 666, 626]
story-paragraph: rights of minority shareholders, corporate social responsibility, and gender diversity to the Code," he said. [222, 73, 436, 88]
story-paragraph: Food Minister Syed Fakhar Imam, Energy Minister Hammad Azhar, Adviser to the PM on Commerce and Investment Abdul Razak Dawood, State Bank of Pakistan Governor Dr Reza Baqir, federal secretaries and other senior officers also attended the meeting. - TLTP [676, 183, 938, 205]
story-paragraph: He said that the chairman of EOBI cooperates a lot with the industrialists but there are so many problems that need the approval of the federal cabinet. He requested the advisor to the Prime Minister, Muhammad Ayub Afridi, to form a committee whose proposals would be approved by the federal cabinet to resolve the pending cases and contentious issues. [8, 932, 214, 970]
story-paragraph: Contacts with the allies as well as recent statements and an action plan were discussed. Sindh Governor Imran Ismail also called on the premier and briefed him on the talks with the allies, particularly the MQM-P. The PTI's March 27 rally was also discussed. [452, 1367, 666, 1397]
story-paragraph: According to WealthPK, if the trade deficit is reduced at the same rate, the country will have the highest ever exports of $30 billion by the end of the current fiscal year 2021-22. [222, 477, 436, 500]
story-paragraph: Referring to the Pakistan Peoples Party's (PPP) latter calling on the Inter-Services Intelligence (ISI) to investigate the Sindh House, Rashid said the PPP would soon claim that "it was the ISI who helped them get to the assembly." [222, 896, 436, 919]
story-number-badge: No #16 [453, 539, 494, 555]
story [676, 409, 938, 540]
continued-from-label: Continued from page 1 [522, 500, 637, 513]
story-paragraph: the price of 10 grams of 24-carat gold in Pakistan, meanwhile, increased to Rs112,400 with an increase of Rs1,600. Gold in the local market last was available at Rs130,800 on Wednesday last. The Pakistani rupee depreciated 0.25 percent against the US dollar during the day, which impacted the local gold prices negatively. Moreover, the overnight change in the gold price when the local market was closed also increased the prices at the local level. - TLTP [452, 558, 666, 603]
column-divider [671, 50, 672, 1526]
story-number-badge: No #19 [453, 1058, 494, 1074]
story-paragraph: However, the minister claimed that after March 25, he will be taking out his "political gundaas" as the ruling party will get down to making the "right decisions at the right time." [222, 771, 436, 794]
story-paragraph: The officials said the fuel importing OMCs could need assistance with extended LC (Letter of Credit) limits on account of increasing prices in the international market. "OMCs Refineries may need higher working capital limits on account of the price differential." - TLTP [676, 1099, 938, 1122]
section-title: CONTINUATIONS [520, 2, 798, 38]
story [452, 538, 666, 603]
story-paragraph: He alleged that the MNAs are staying at Sindh House for the cash, not at the voice of their conscience. He vowed that March 27 public gathering will be a 'strong' power show, in which masses will show their confidence in the leadership of PM Imran Khan. [452, 95, 666, 125]
story-number-badge: No #23 [677, 318, 718, 334]
story-header [452, 52, 666, 70]
